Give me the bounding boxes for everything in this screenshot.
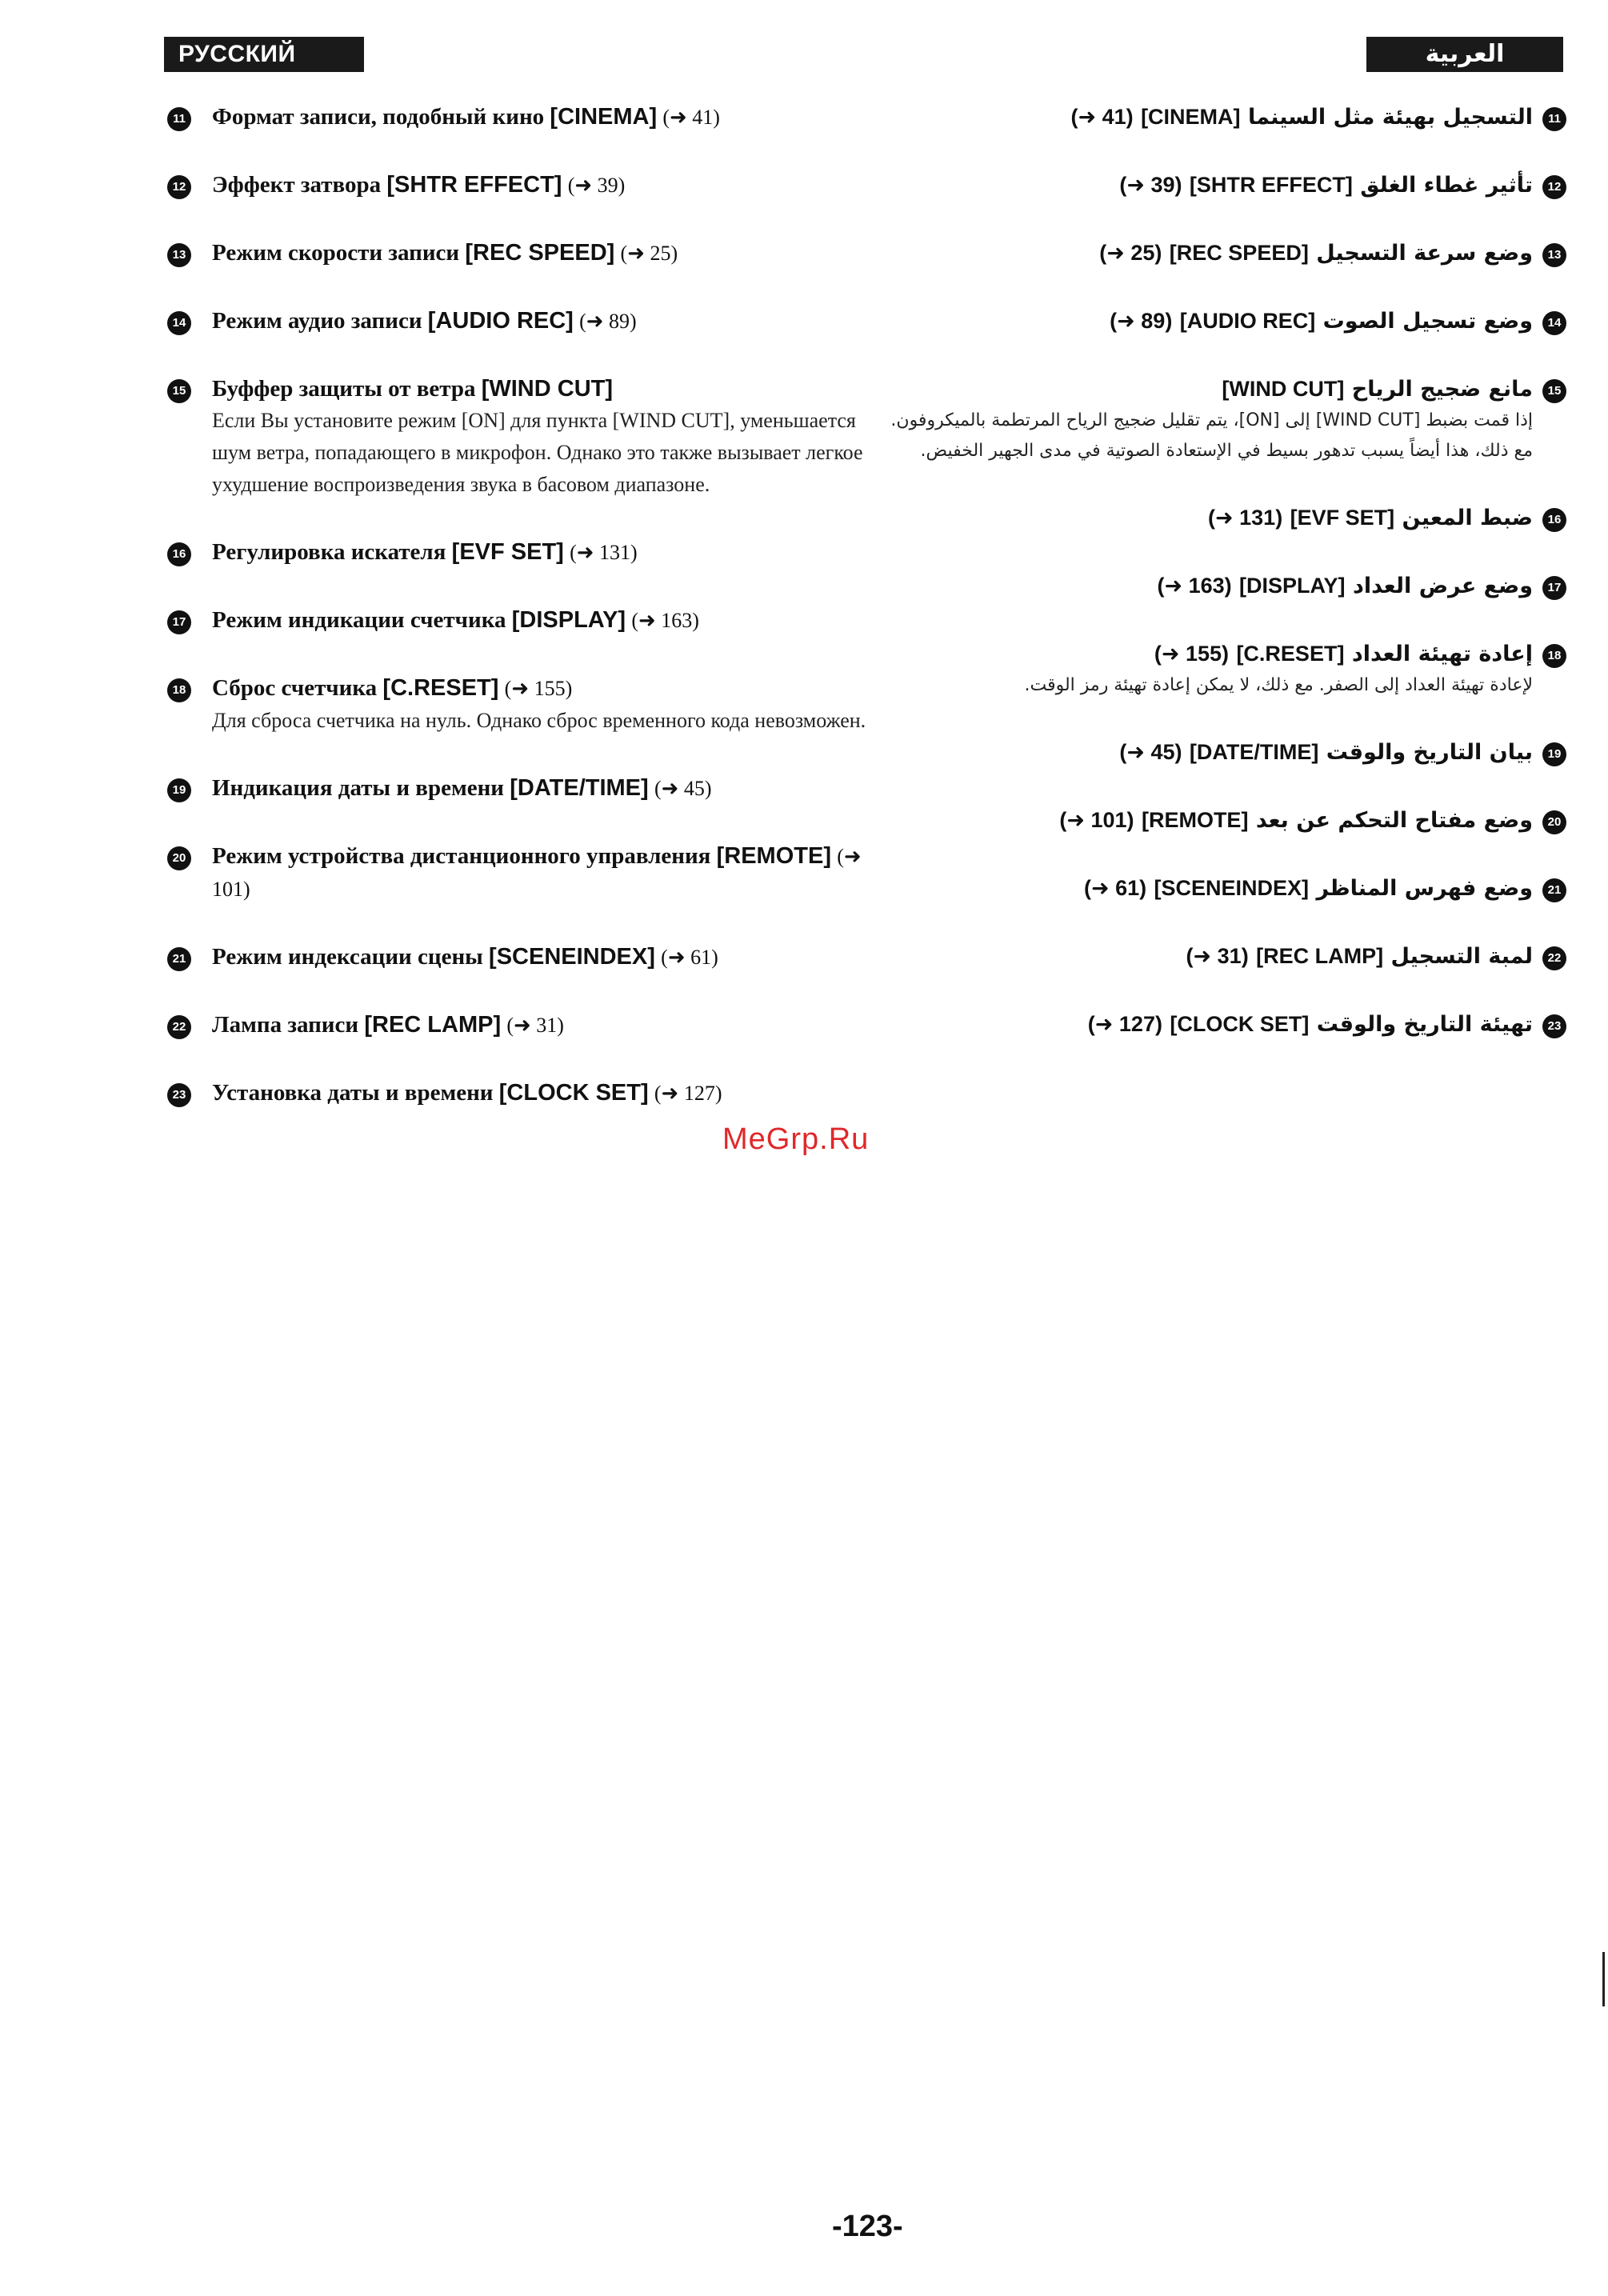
menu-key: [SCENEINDEX]: [489, 944, 655, 970]
list-item: [164, 672, 868, 737]
item-title-text: Режим индексации сцены: [212, 944, 483, 970]
item-title: [212, 941, 868, 974]
list-item: [888, 736, 1566, 769]
menu-key: [DATE/TIME]: [510, 775, 649, 801]
page-reference: (➜ 101): [212, 845, 862, 901]
list-item: [164, 840, 868, 906]
item-title-text: Режим устройства дистанционного управления: [212, 843, 711, 869]
menu-key: [CINEMA]: [550, 104, 658, 130]
page-reference: (➜ 131): [570, 541, 638, 564]
item-title-text: إعادة تهيئة العداد: [1351, 642, 1533, 666]
page-reference: (➜ 155): [1154, 642, 1230, 666]
item-number-badge: 23: [1542, 1014, 1566, 1038]
list-item: [888, 804, 1566, 837]
menu-key: [DISPLAY]: [511, 607, 626, 633]
page-reference: (➜ 41): [662, 106, 720, 129]
item-title: [212, 169, 868, 202]
item-number-badge: 22: [1542, 946, 1566, 970]
item-title: [888, 373, 1533, 406]
list-item: [888, 305, 1566, 338]
item-title: [888, 305, 1533, 338]
page-reference: (➜ 127): [1087, 1012, 1162, 1036]
item-title: [212, 373, 868, 405]
item-title: [212, 1009, 868, 1042]
menu-key: [CLOCK SET]: [498, 1080, 649, 1106]
menu-key: [REC SPEED]: [465, 240, 615, 266]
item-description: إذا قمت بضبط [WIND CUT] إلى [ON]، يتم تقليل ضجيج الرياح المرتطمة بالميكروفون. مع ذلك، هذا أيضاً يسبب تدهور بسيط في الإستعادة الصوتية في مدى الجهير الخفيض.: [890, 410, 1533, 461]
item-title: [212, 101, 868, 134]
page-reference: (➜ 39): [567, 174, 626, 197]
item-title-text: تهيئة التاريخ والوقت: [1316, 1012, 1533, 1037]
item-title-text: Эффект затвора: [212, 172, 382, 198]
item-description: Для сброса счетчика на нуль. Однако сброс временного кода невозможен.: [212, 709, 866, 732]
page-reference: (➜ 45): [654, 777, 712, 800]
list-item: [888, 373, 1566, 466]
item-title-text: Сброс счетчика: [212, 675, 378, 701]
item-title-text: وضع عرض العداد: [1352, 574, 1533, 598]
list-item: [164, 237, 868, 270]
list-item: [164, 373, 868, 501]
item-number-badge: 16: [1542, 508, 1566, 532]
item-title-text: مانع ضجيج الرياح: [1351, 377, 1533, 402]
item-description: لإعادة تهيئة العداد إلى الصفر. مع ذلك، لا يمكن إعادة تهيئة رمز الوقت.: [1024, 675, 1533, 695]
page-reference: (➜ 155): [504, 677, 573, 700]
item-number-badge: 23: [167, 1083, 191, 1107]
item-title-text: Индикация даты и времени: [212, 775, 504, 801]
page-reference: (➜ 31): [1186, 944, 1249, 968]
page-reference: (➜ 131): [1208, 506, 1283, 530]
list-item: [164, 1009, 868, 1042]
item-title: [212, 237, 868, 270]
menu-key: [SHTR EFFECT]: [386, 172, 562, 198]
watermark-logo: MeGrp.Ru: [722, 1122, 870, 1156]
menu-key: [C.RESET]: [382, 675, 499, 701]
list-item: [888, 940, 1566, 973]
item-number-badge: 11: [167, 107, 191, 131]
arabic-column: [888, 101, 1566, 1076]
item-title-text: Регулировка искателя: [212, 539, 446, 565]
item-title-text: Лампа записи: [212, 1012, 359, 1038]
item-number-badge: 21: [167, 947, 191, 971]
item-title-text: Буффер защиты от ветра: [212, 376, 476, 402]
item-title: [212, 672, 868, 705]
list-item: [888, 169, 1566, 202]
item-number-badge: 14: [167, 311, 191, 335]
item-title: [888, 736, 1533, 769]
page-reference: (➜ 31): [506, 1014, 564, 1037]
item-title: [888, 169, 1533, 202]
item-number-badge: 11: [1542, 107, 1566, 131]
list-item: [888, 237, 1566, 270]
menu-key: [DATE/TIME]: [1189, 740, 1319, 764]
item-title: [888, 872, 1533, 905]
menu-key: [WIND CUT]: [481, 376, 614, 402]
item-number-badge: 15: [1542, 379, 1566, 403]
item-title-text: وضع تسجيل الصوت: [1322, 309, 1533, 334]
page-reference: (➜ 39): [1119, 173, 1182, 197]
item-title-text: Режим аудио записи: [212, 308, 422, 334]
item-title: [888, 638, 1533, 670]
item-title-text: بيان التاريخ والوقت: [1326, 740, 1533, 765]
page-reference: (➜ 61): [661, 946, 718, 969]
item-title: [888, 804, 1533, 837]
item-title-text: التسجيل بهيئة مثل السينما: [1247, 105, 1533, 130]
menu-key: [SHTR EFFECT]: [1189, 173, 1353, 197]
list-item: [164, 305, 868, 338]
page-reference: (➜ 61): [1083, 876, 1147, 900]
item-number-badge: 20: [167, 846, 191, 870]
russian-column: [164, 101, 868, 1145]
menu-key: [REC SPEED]: [1169, 241, 1309, 265]
list-item: [164, 169, 868, 202]
item-title-text: ضبط المعين: [1402, 506, 1533, 530]
item-title: [888, 1008, 1533, 1041]
list-item: [888, 101, 1566, 134]
menu-key: [DISPLAY]: [1239, 574, 1346, 598]
list-item: [888, 638, 1566, 701]
menu-key: [EVF SET]: [1290, 506, 1395, 530]
menu-key: [WIND CUT]: [1222, 377, 1345, 401]
scan-edge-mark: [1602, 1952, 1605, 2006]
item-number-badge: 20: [1542, 810, 1566, 834]
item-number-badge: 18: [167, 678, 191, 702]
item-title-text: وضع مفتاح التحكم عن بعد: [1255, 808, 1533, 833]
list-item: [164, 101, 868, 134]
item-title: [212, 1077, 868, 1110]
item-title: [888, 940, 1533, 973]
item-number-badge: 18: [1542, 644, 1566, 668]
language-tab-russian: РУССКИЙ ЯЗЫК: [164, 37, 364, 72]
menu-key: [C.RESET]: [1236, 642, 1345, 666]
menu-key: [AUDIO REC]: [1179, 309, 1316, 333]
item-description: Если Вы установите режим [ON] для пункта [WIND CUT], уменьшается шум ветра, попадающего в микрофон. Однако это также вызывает легкое ухудшение воспроизведения звука в басовом диапазоне.: [212, 409, 863, 496]
item-title: [888, 101, 1533, 134]
page-reference: (➜ 89): [579, 310, 637, 333]
menu-key: [REMOTE]: [716, 843, 831, 869]
item-number-badge: 15: [167, 379, 191, 403]
language-tab-arabic: العربية: [1366, 37, 1563, 72]
menu-key: [CLOCK SET]: [1170, 1012, 1310, 1036]
menu-key: [REMOTE]: [1141, 808, 1249, 832]
menu-key: [EVF SET]: [451, 539, 564, 565]
item-number-badge: 16: [167, 542, 191, 566]
item-number-badge: 13: [1542, 243, 1566, 267]
list-item: [888, 502, 1566, 534]
item-number-badge: 21: [1542, 878, 1566, 902]
item-number-badge: 13: [167, 243, 191, 267]
item-title: [212, 536, 868, 569]
item-title: [888, 570, 1533, 602]
item-title: [888, 502, 1533, 534]
menu-key: [REC LAMP]: [364, 1012, 502, 1038]
item-number-badge: 19: [1542, 742, 1566, 766]
item-title-text: وضع سرعة التسجيل: [1316, 241, 1533, 266]
page-reference: (➜ 25): [620, 242, 678, 265]
menu-key: [SCENEINDEX]: [1154, 876, 1310, 900]
item-number-badge: 22: [167, 1015, 191, 1039]
page-reference: (➜ 163): [1157, 574, 1232, 598]
page-reference: (➜ 45): [1119, 740, 1182, 764]
list-item: [164, 1077, 868, 1110]
item-title: [212, 840, 868, 906]
page-reference: (➜ 41): [1070, 105, 1134, 129]
item-title: [212, 305, 868, 338]
item-title: [212, 604, 868, 637]
menu-key: [CINEMA]: [1141, 105, 1241, 129]
page-reference: (➜ 127): [654, 1082, 722, 1105]
list-item: [164, 604, 868, 637]
list-item: [164, 772, 868, 805]
page-reference: (➜ 101): [1059, 808, 1134, 832]
list-item: [888, 1008, 1566, 1041]
list-item: [164, 941, 868, 974]
item-title: [888, 237, 1533, 270]
item-title-text: Режим индикации счетчика: [212, 607, 506, 633]
list-item: [888, 570, 1566, 602]
item-number-badge: 17: [1542, 576, 1566, 600]
item-title-text: Установка даты и времени: [212, 1080, 494, 1106]
item-title-text: لمبة التسجيل: [1390, 944, 1533, 969]
menu-key: [REC LAMP]: [1256, 944, 1384, 968]
item-number-badge: 17: [167, 610, 191, 634]
item-number-badge: 12: [167, 175, 191, 199]
item-number-badge: 12: [1542, 175, 1566, 199]
menu-key: [AUDIO REC]: [427, 308, 574, 334]
page-number: -123-: [832, 2210, 903, 2243]
page-reference: (➜ 89): [1110, 309, 1173, 333]
item-title: [212, 772, 868, 805]
list-item: [164, 536, 868, 569]
item-number-badge: 19: [167, 778, 191, 802]
item-title-text: تأثير غطاء الغلق: [1360, 173, 1533, 198]
item-title-text: وضع فهرس المناظر: [1316, 876, 1533, 901]
page-reference: (➜ 163): [631, 609, 699, 632]
page-reference: (➜ 25): [1099, 241, 1162, 265]
item-title-text: Формат записи, подобный кино: [212, 104, 545, 130]
list-item: [888, 872, 1566, 905]
item-number-badge: 14: [1542, 311, 1566, 335]
item-title-text: Режим скорости записи: [212, 240, 460, 266]
